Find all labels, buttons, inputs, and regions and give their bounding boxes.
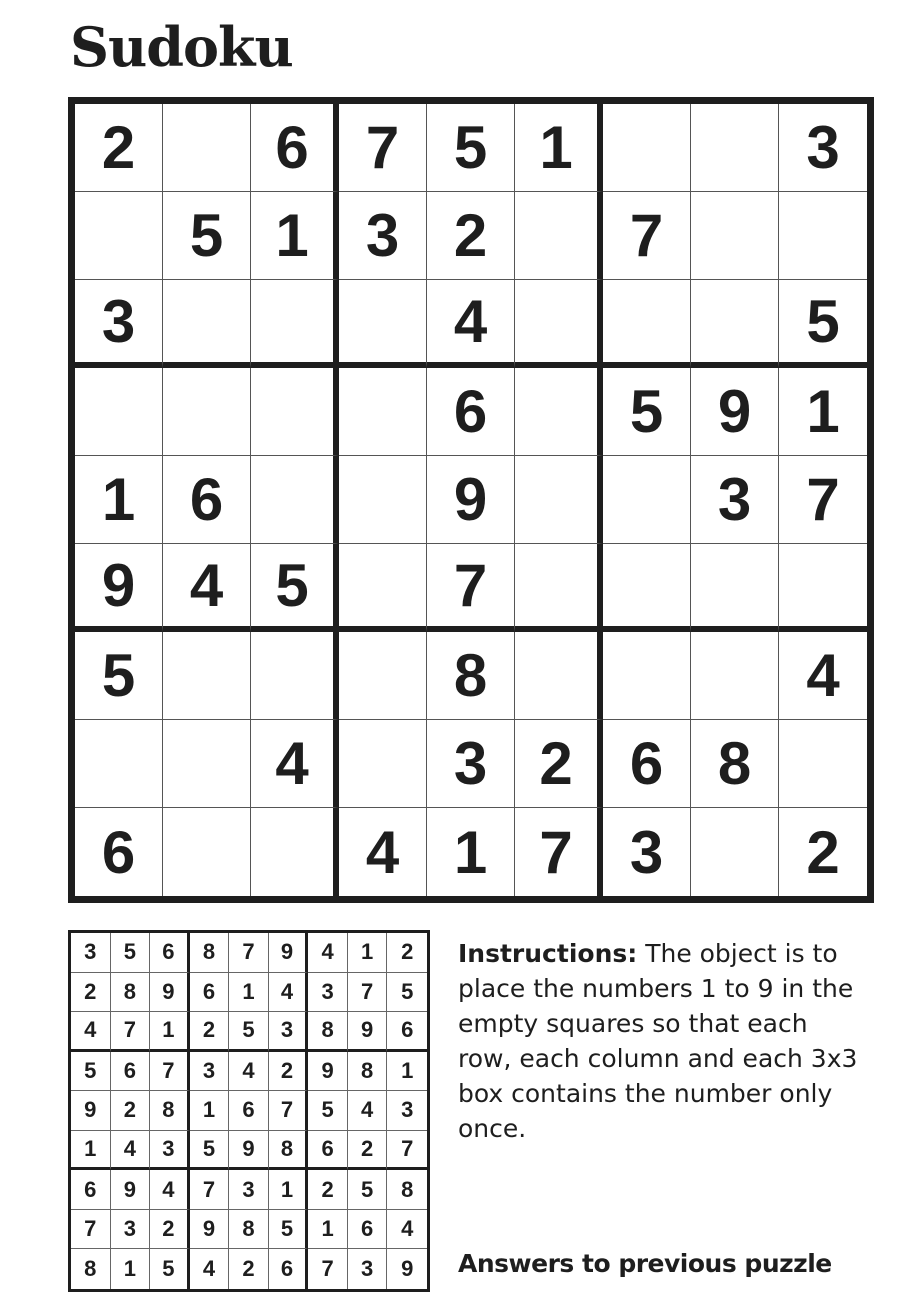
sudoku-cell: 3 xyxy=(75,280,163,368)
sudoku-cell: 5 xyxy=(427,104,515,192)
answer-cell: 5 xyxy=(269,1210,309,1250)
sudoku-puzzle-grid xyxy=(68,97,874,903)
answer-cell: 4 xyxy=(190,1249,230,1289)
answer-cell: 9 xyxy=(190,1210,230,1250)
sudoku-cell: 9 xyxy=(691,368,779,456)
sudoku-cell[interactable] xyxy=(339,280,427,368)
answer-cell: 9 xyxy=(348,1012,388,1052)
sudoku-cell[interactable] xyxy=(251,280,339,368)
sudoku-cell: 3 xyxy=(339,192,427,280)
answer-cell: 4 xyxy=(111,1131,151,1171)
sudoku-cell[interactable] xyxy=(603,632,691,720)
sudoku-cell: 5 xyxy=(75,632,163,720)
sudoku-cell[interactable] xyxy=(691,104,779,192)
sudoku-cell: 6 xyxy=(251,104,339,192)
sudoku-cell: 7 xyxy=(515,808,603,896)
sudoku-cell: 2 xyxy=(427,192,515,280)
sudoku-cell[interactable] xyxy=(691,808,779,896)
answer-cell: 2 xyxy=(308,1170,348,1210)
answer-cell: 8 xyxy=(190,933,230,973)
sudoku-cell[interactable] xyxy=(779,720,867,808)
answer-cell: 2 xyxy=(387,933,427,973)
answer-cell: 1 xyxy=(150,1012,190,1052)
sudoku-cell: 5 xyxy=(603,368,691,456)
answer-cell: 1 xyxy=(308,1210,348,1250)
answer-cell: 6 xyxy=(348,1210,388,1250)
sudoku-cell: 1 xyxy=(427,808,515,896)
answer-cell: 8 xyxy=(348,1052,388,1092)
sudoku-cell: 6 xyxy=(75,808,163,896)
sudoku-cell[interactable] xyxy=(603,456,691,544)
answer-cell: 5 xyxy=(190,1131,230,1171)
sudoku-cell: 4 xyxy=(251,720,339,808)
sudoku-cell: 1 xyxy=(779,368,867,456)
sudoku-cell[interactable] xyxy=(691,280,779,368)
sudoku-cell[interactable] xyxy=(515,192,603,280)
answer-cell: 7 xyxy=(229,933,269,973)
sudoku-cell[interactable] xyxy=(163,104,251,192)
sudoku-cell: 3 xyxy=(603,808,691,896)
sudoku-cell[interactable] xyxy=(339,456,427,544)
sudoku-cell: 8 xyxy=(691,720,779,808)
sudoku-cell: 3 xyxy=(691,456,779,544)
answer-cell: 7 xyxy=(269,1091,309,1131)
sudoku-cell[interactable] xyxy=(515,544,603,632)
answer-cell: 2 xyxy=(150,1210,190,1250)
sudoku-cell[interactable] xyxy=(515,456,603,544)
answer-cell: 3 xyxy=(348,1249,388,1289)
answer-cell: 6 xyxy=(308,1131,348,1171)
answer-cell: 8 xyxy=(71,1249,111,1289)
answer-cell: 2 xyxy=(269,1052,309,1092)
answer-cell: 5 xyxy=(150,1249,190,1289)
answer-cell: 7 xyxy=(71,1210,111,1250)
answer-cell: 6 xyxy=(387,1012,427,1052)
sudoku-cell: 2 xyxy=(806,818,840,886)
sudoku-cell[interactable] xyxy=(779,192,867,280)
answer-cell: 7 xyxy=(190,1170,230,1210)
sudoku-cell: 3 xyxy=(427,720,515,808)
answer-cell: 1 xyxy=(269,1170,309,1210)
sudoku-cell: 1 xyxy=(515,104,603,192)
answer-cell: 7 xyxy=(150,1052,190,1092)
answer-cell: 3 xyxy=(71,933,111,973)
sudoku-cell: 9 xyxy=(75,544,163,632)
sudoku-cell[interactable] xyxy=(515,280,603,368)
sudoku-cell: 6 xyxy=(163,456,251,544)
sudoku-cell[interactable] xyxy=(75,720,163,808)
answer-cell: 5 xyxy=(387,973,427,1013)
sudoku-cell[interactable] xyxy=(251,456,339,544)
sudoku-cell: 4 xyxy=(779,632,867,720)
answer-cell: 6 xyxy=(190,973,230,1013)
sudoku-cell[interactable] xyxy=(691,632,779,720)
answer-cell: 5 xyxy=(348,1170,388,1210)
sudoku-cell: 4 xyxy=(427,280,515,368)
answer-cell: 6 xyxy=(71,1170,111,1210)
answer-cell: 3 xyxy=(229,1170,269,1210)
previous-answers-grid xyxy=(68,930,430,1292)
answer-cell: 2 xyxy=(348,1131,388,1171)
sudoku-cell[interactable] xyxy=(691,544,779,632)
sudoku-cell: 2 xyxy=(75,104,163,192)
answer-cell: 7 xyxy=(348,973,388,1013)
answer-cell: 4 xyxy=(348,1091,388,1131)
sudoku-cell[interactable] xyxy=(163,632,251,720)
sudoku-cell: 4 xyxy=(163,544,251,632)
answer-cell: 5 xyxy=(71,1052,111,1092)
answer-cell: 4 xyxy=(387,1210,427,1250)
answer-cell: 5 xyxy=(308,1091,348,1131)
sudoku-cell[interactable] xyxy=(251,368,339,456)
sudoku-cell[interactable] xyxy=(163,808,251,896)
sudoku-cell: 8 xyxy=(427,632,515,720)
answers-caption: Answers to previous puzzle xyxy=(458,1249,832,1278)
sudoku-cell[interactable] xyxy=(75,192,163,280)
answer-cell: 1 xyxy=(111,1249,151,1289)
sudoku-cell: 1 xyxy=(75,456,163,544)
answer-cell: 9 xyxy=(111,1170,151,1210)
sudoku-cell: 5 xyxy=(251,544,339,632)
sudoku-cell[interactable] xyxy=(75,368,163,456)
sudoku-cell[interactable] xyxy=(515,632,603,720)
answer-cell: 8 xyxy=(387,1170,427,1210)
sudoku-cell[interactable] xyxy=(339,720,427,808)
instructions-body: The object is to place the numbers 1 to 9 in the empty squares so that each row, each column and each 3x3 box contains the number only once. xyxy=(458,939,858,1143)
answer-cell: 4 xyxy=(308,933,348,973)
answer-cell: 2 xyxy=(190,1012,230,1052)
answer-cell: 8 xyxy=(229,1210,269,1250)
sudoku-cell: 7 xyxy=(427,544,515,632)
sudoku-cell[interactable] xyxy=(779,544,867,632)
sudoku-cell[interactable] xyxy=(339,544,427,632)
answer-cell: 1 xyxy=(229,973,269,1013)
sudoku-cell[interactable] xyxy=(603,544,691,632)
answer-cell: 3 xyxy=(111,1210,151,1250)
answer-cell: 7 xyxy=(308,1249,348,1289)
sudoku-cell: 9 xyxy=(427,456,515,544)
sudoku-cell[interactable] xyxy=(515,368,603,456)
answer-cell: 6 xyxy=(150,933,190,973)
sudoku-cell: 5 xyxy=(779,280,867,368)
answer-cell: 3 xyxy=(308,973,348,1013)
sudoku-cell: 7 xyxy=(339,104,427,192)
sudoku-cell[interactable] xyxy=(339,368,427,456)
sudoku-cell: 4 xyxy=(339,808,427,896)
sudoku-cell[interactable] xyxy=(603,280,691,368)
sudoku-cell: 6 xyxy=(427,368,515,456)
answer-cell: 1 xyxy=(71,1131,111,1171)
answer-cell: 3 xyxy=(387,1091,427,1131)
answer-cell: 8 xyxy=(269,1131,309,1171)
answer-cell: 2 xyxy=(71,973,111,1013)
sudoku-cell[interactable] xyxy=(163,280,251,368)
sudoku-cell: 7 xyxy=(779,456,867,544)
answer-cell: 2 xyxy=(111,1091,151,1131)
answer-cell: 7 xyxy=(387,1131,427,1171)
answer-cell: 8 xyxy=(308,1012,348,1052)
answer-cell: 9 xyxy=(269,933,309,973)
answer-cell: 5 xyxy=(111,933,151,973)
answer-cell: 6 xyxy=(111,1052,151,1092)
answer-cell: 4 xyxy=(71,1012,111,1052)
sudoku-cell: 1 xyxy=(251,192,339,280)
instructions-lead: Instructions: xyxy=(458,939,638,968)
sudoku-cell[interactable] xyxy=(339,632,427,720)
answer-cell: 3 xyxy=(190,1052,230,1092)
answer-cell: 1 xyxy=(387,1052,427,1092)
sudoku-cell[interactable] xyxy=(163,368,251,456)
answer-cell: 6 xyxy=(269,1249,309,1289)
sudoku-cell[interactable] xyxy=(691,192,779,280)
answer-cell: 7 xyxy=(111,1012,151,1052)
answer-cell: 8 xyxy=(150,1091,190,1131)
sudoku-cell: 6 xyxy=(603,720,691,808)
answer-cell: 9 xyxy=(401,1256,414,1282)
answer-cell: 3 xyxy=(150,1131,190,1171)
sudoku-cell[interactable] xyxy=(163,720,251,808)
answer-cell: 1 xyxy=(190,1091,230,1131)
answer-cell: 2 xyxy=(229,1249,269,1289)
sudoku-cell: 7 xyxy=(603,192,691,280)
answer-cell: 8 xyxy=(111,973,151,1013)
sudoku-cell: 2 xyxy=(515,720,603,808)
answer-cell: 9 xyxy=(308,1052,348,1092)
answer-cell: 4 xyxy=(269,973,309,1013)
answer-cell: 5 xyxy=(229,1012,269,1052)
answer-cell: 1 xyxy=(348,933,388,973)
sudoku-cell: 3 xyxy=(779,104,867,192)
instructions-text xyxy=(458,936,858,1146)
sudoku-cell[interactable] xyxy=(251,808,339,896)
answer-cell: 9 xyxy=(229,1131,269,1171)
answer-cell: 9 xyxy=(150,973,190,1013)
answer-cell: 4 xyxy=(150,1170,190,1210)
page-title: Sudoku xyxy=(70,15,293,79)
sudoku-cell: 5 xyxy=(163,192,251,280)
sudoku-cell[interactable] xyxy=(251,632,339,720)
answer-cell: 3 xyxy=(269,1012,309,1052)
answer-cell: 4 xyxy=(229,1052,269,1092)
answer-cell: 6 xyxy=(229,1091,269,1131)
sudoku-cell[interactable] xyxy=(603,104,691,192)
answer-cell: 9 xyxy=(71,1091,111,1131)
